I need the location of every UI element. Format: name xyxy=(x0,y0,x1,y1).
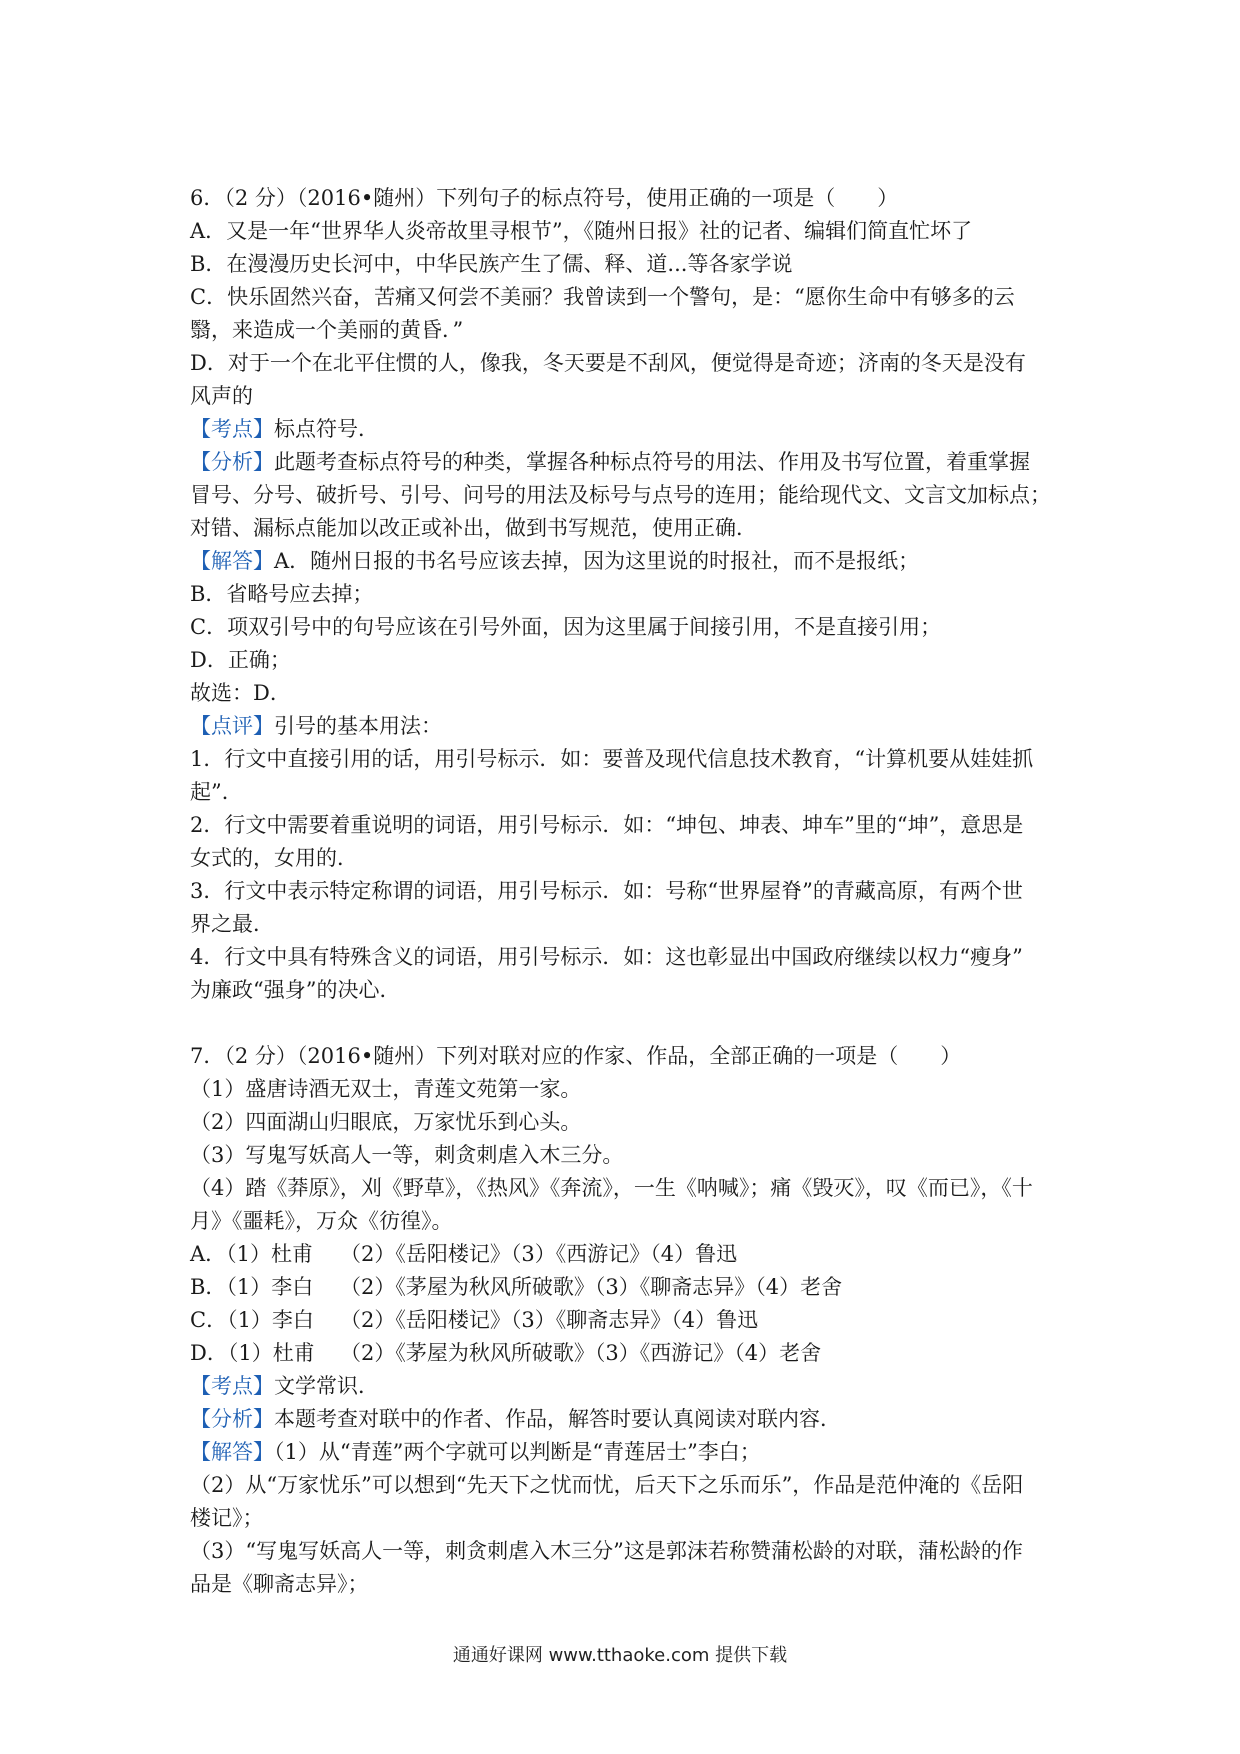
q6-jieda-line-2: B．省略号应去掉； xyxy=(190,582,374,606)
q6-dianping-line-2: 1．行文中直接引用的话，用引号标示．如：要普及现代信息技术教育，“计算机要从娃娃抓 xyxy=(190,747,1034,771)
q7-jieda-line-3: 楼记》； xyxy=(190,1506,264,1530)
q7-option-a-works: （2）《岳阳楼记》（3）《西游记》（4）鲁迅 xyxy=(340,1242,738,1266)
q6-dianping xyxy=(190,710,1070,743)
q7-fenxi xyxy=(190,1403,1070,1436)
q7-couplet-3: （3）写鬼写妖高人一等，刺贪刺虐入木三分。 xyxy=(190,1143,624,1167)
q6-answer: 故选：D． xyxy=(190,681,291,705)
page-footer: 通通好课网 www.tthaoke.com 提供下载 xyxy=(452,1645,788,1666)
q6-jieda-line-3: C．项双引号中的句号应该在引号外面，因为这里属于间接引用，不是直接引用； xyxy=(190,615,942,639)
q7-jieda-line-4: （3）“写鬼写妖高人一等，刺贪刺虐入木三分”这是郭沫若称赞蒲松龄的对联，蒲松龄的作 xyxy=(190,1539,1023,1563)
kaodian-tag: 【考点】 xyxy=(190,417,274,441)
q6-option-c-cont: 翳，来造成一个美丽的黄昏．” xyxy=(190,318,464,342)
q6-jieda xyxy=(190,545,1070,578)
q7-kaodian xyxy=(190,1370,1070,1403)
q6-option-d-cont: 风声的 xyxy=(190,384,253,408)
q6-option-d: D．对于一个在北平住惯的人，像我，冬天要是不刮风，便觉得是奇迹；济南的冬天是没有 xyxy=(190,351,1026,375)
question-7-stem: 7．（2 分）（2016•随州）下列对联对应的作家、作品，全部正确的一项是（ ） xyxy=(190,1044,962,1068)
q6-dianping-line-6: 3．行文中表示特定称谓的词语，用引号标示．如：号称“世界屋脊”的青藏高原，有两个世 xyxy=(190,879,1023,903)
q7-jieda-line-2: （2）从“万家忧乐”可以想到“先天下之忧而忧，后天下之乐而乐”，作品是范仲淹的《岳阳 xyxy=(190,1473,1024,1497)
jieda-text: （1）从“青莲”两个字就可以判断是“青莲居士”李白； xyxy=(274,1440,761,1464)
dianping-tag: 【点评】 xyxy=(190,714,274,738)
q7-couplet-2: （2）四面湖山归眼底，万家忧乐到心头。 xyxy=(190,1110,582,1134)
q6-dianping-line-4: 2．行文中需要着重说明的词语，用引号标示．如：“坤包、坤表、坤车”里的“坤”，意思是 xyxy=(190,813,1024,837)
q6-kaodian xyxy=(190,413,1070,446)
q7-jieda-line-5: 品是《聊斋志异》； xyxy=(190,1572,369,1596)
q7-couplet-4: （4）踏《莽原》，刈《野草》，《热风》《奔流》，一生《呐喊》；痛《毁灭》，叹《而已》，《十 xyxy=(190,1176,1033,1200)
jieda-tag: 【解答】 xyxy=(190,549,274,573)
document-body xyxy=(190,182,1070,1601)
q7-option-c-works: （2）《岳阳楼记》（3）《聊斋志异》（4）鲁迅 xyxy=(340,1308,759,1332)
q6-dianping-line-7: 界之最． xyxy=(190,912,274,936)
q6-fenxi xyxy=(190,446,1070,479)
q6-fenxi-line-3: 对错、漏标点能加以改正或补出，做到书写规范，使用正确． xyxy=(190,516,757,540)
q7-jieda xyxy=(190,1436,1070,1469)
q7-option-d xyxy=(190,1337,1070,1370)
kaodian-text: 标点符号． xyxy=(274,417,379,441)
q6-dianping-line-3: 起”． xyxy=(190,780,243,804)
fenxi-tag: 【分析】 xyxy=(190,1407,274,1431)
fenxi-text: 此题考查标点符号的种类，掌握各种标点符号的用法、作用及书写位置，着重掌握 xyxy=(274,450,1030,474)
q6-fenxi-line-2: 冒号、分号、破折号、引号、问号的用法及标号与点号的连用；能给现代文、文言文加标点； xyxy=(190,483,1051,507)
q7-option-b-author: B．（1）李白 xyxy=(190,1275,314,1299)
q7-option-b-works: （2）《茅屋为秋风所破歌》（3）《聊斋志异》（4）老舍 xyxy=(340,1275,843,1299)
q6-option-a: A．又是一年“世界华人炎帝故里寻根节”，《随州日报》社的记者、编辑们简直忙坏了 xyxy=(190,219,973,243)
q6-dianping-line-8: 4．行文中具有特殊含义的词语，用引号标示．如：这也彰显出中国政府继续以权力“瘦身” xyxy=(190,945,1023,969)
jieda-tag: 【解答】 xyxy=(190,1440,274,1464)
q7-option-a xyxy=(190,1238,1070,1271)
q7-option-c xyxy=(190,1304,1070,1337)
q6-jieda-line-4: D．正确； xyxy=(190,648,291,672)
question-6-stem: 6．（2 分）（2016•随州）下列句子的标点符号，使用正确的一项是（ ） xyxy=(190,186,899,210)
q7-option-d-works: （2）《茅屋为秋风所破歌》（3）《西游记》（4）老舍 xyxy=(340,1341,822,1365)
jieda-text: A．随州日报的书名号应该去掉，因为这里说的时报社，而不是报纸； xyxy=(274,549,920,573)
kaodian-text: 文学常识． xyxy=(274,1374,379,1398)
dianping-text: 引号的基本用法： xyxy=(274,714,442,738)
q6-option-b: B．在漫漫历史长河中，中华民族产生了儒、释、道...等各家学说 xyxy=(190,252,793,276)
q7-couplet-4-cont: 月》《噩耗》，万众《彷徨》。 xyxy=(190,1209,453,1233)
q6-option-c: C．快乐固然兴奋，苦痛又何尝不美丽？我曾读到一个警句，是：“愿你生命中有够多的云 xyxy=(190,285,1015,309)
q7-option-a-author: A．（1）杜甫 xyxy=(190,1242,314,1266)
q7-option-c-author: C．（1）李白 xyxy=(190,1308,314,1332)
fenxi-tag: 【分析】 xyxy=(190,450,274,474)
q7-couplet-1: （1）盛唐诗酒无双士，青莲文苑第一家。 xyxy=(190,1077,582,1101)
q6-dianping-line-5: 女式的，女用的． xyxy=(190,846,358,870)
q7-option-d-author: D．（1）杜甫 xyxy=(190,1341,315,1365)
q7-option-b xyxy=(190,1271,1070,1304)
kaodian-tag: 【考点】 xyxy=(190,1374,274,1398)
q6-dianping-line-9: 为廉政“强身”的决心． xyxy=(190,978,401,1002)
section-gap xyxy=(190,1007,1070,1040)
fenxi-text: 本题考查对联中的作者、作品，解答时要认真阅读对联内容． xyxy=(274,1407,841,1431)
